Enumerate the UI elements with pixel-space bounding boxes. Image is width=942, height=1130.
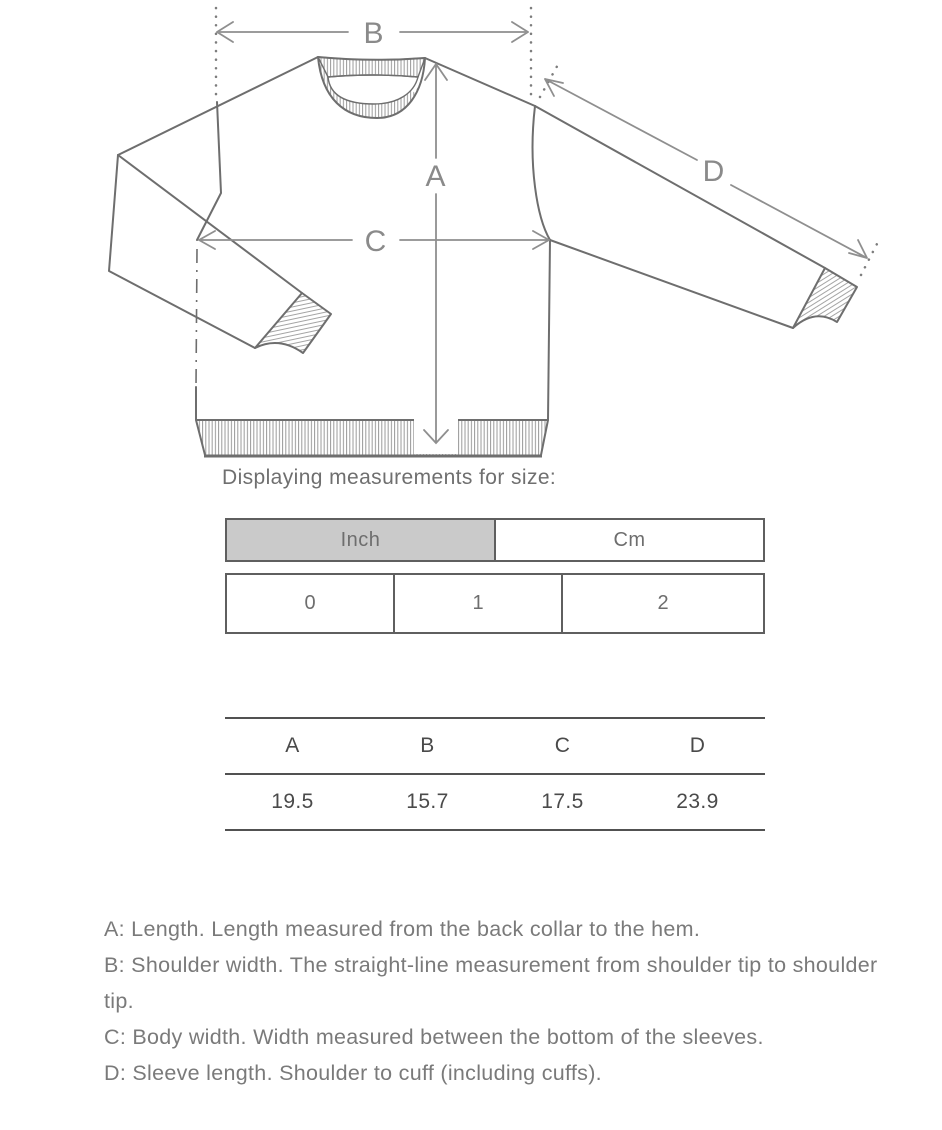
label-d: D — [702, 155, 726, 188]
value-b: 15.7 — [406, 790, 449, 813]
label-a: A — [425, 160, 447, 193]
value-d: 23.9 — [676, 790, 719, 813]
left-sleeve-outer-edge — [109, 155, 255, 348]
unit-option-cm[interactable]: Cm — [494, 520, 763, 560]
right-sleeve-lower-edge — [550, 240, 793, 328]
legend-line-a: A: Length. Length measured from the back collar to the hem. — [104, 917, 701, 941]
size-option-0[interactable]: 0 — [227, 575, 393, 632]
hem-ribbing — [196, 416, 548, 456]
measurement-legend — [104, 911, 882, 1091]
label-c: C — [364, 225, 388, 258]
col-header-c: C — [554, 734, 571, 757]
left-sleeve-inner-edge — [118, 155, 302, 293]
measurements-table-header-row — [225, 717, 765, 775]
unit-option-inch[interactable]: Inch — [227, 520, 494, 560]
unit-toggle — [225, 518, 765, 562]
sweater-diagram — [0, 0, 942, 465]
legend-line-b: B: Shoulder width. The straight-line measurement from shoulder tip to shoulder tip. — [104, 953, 878, 1013]
measure-arrows — [199, 22, 867, 443]
measure-a-line — [424, 64, 448, 443]
col-header-a: A — [285, 734, 300, 757]
right-body-edge — [548, 240, 550, 420]
measurements-table-value-row — [225, 775, 765, 831]
size-option-2[interactable]: 2 — [561, 575, 763, 632]
left-body-edge — [197, 102, 221, 240]
value-a: 19.5 — [271, 790, 314, 813]
col-header-b: B — [420, 734, 435, 757]
garment-outline — [109, 57, 825, 420]
collar — [318, 53, 430, 118]
right-cuff — [793, 268, 857, 328]
value-c: 17.5 — [541, 790, 584, 813]
size-selector — [225, 573, 765, 634]
col-header-d: D — [689, 734, 706, 757]
size-note: Displaying measurements for size: — [222, 466, 557, 489]
measurements-table — [225, 717, 765, 831]
size-option-1[interactable]: 1 — [393, 575, 561, 632]
label-b: B — [363, 17, 385, 50]
right-sleeve-upper-edge — [535, 106, 825, 268]
left-cuff — [255, 293, 331, 353]
legend-line-d: D: Sleeve length. Shoulder to cuff (including cuffs). — [104, 1061, 602, 1085]
right-shoulder-line — [425, 58, 535, 106]
left-body-hidden-edge — [196, 249, 197, 387]
right-armhole-line — [533, 106, 550, 240]
legend-line-c: C: Body width. Width measured between the bottom of the sleeves. — [104, 1025, 764, 1049]
